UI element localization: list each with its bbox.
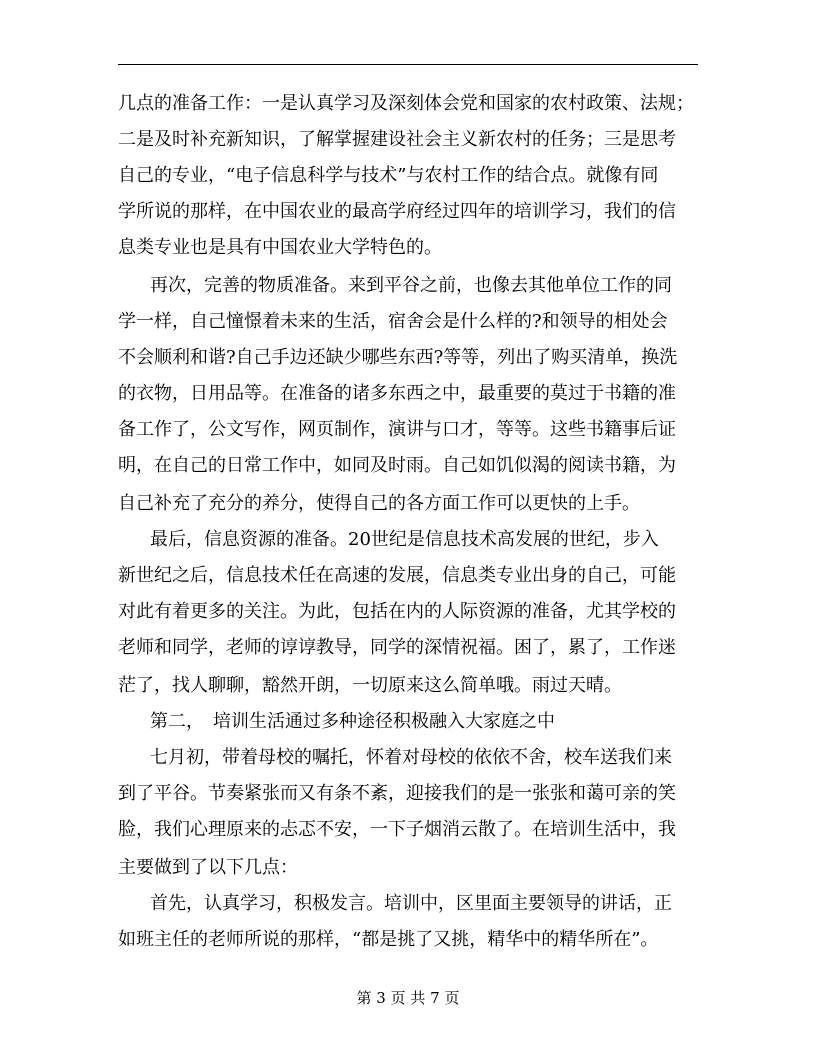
text-line: 如班主任的老师所说的那样，“都是挑了又挑，精华中的精华所在”。 xyxy=(118,929,659,950)
text-line: 自己的专业，“电子信息科学与技术”与农村工作的结合点。就像有同 xyxy=(118,165,659,186)
text-line: 备工作了，公文写作，网页制作，演讲与口才，等等。这些书籍事后证 xyxy=(118,419,676,440)
text-line: 二是及时补充新知识，了解掌握建设社会主义新农村的任务；三是思考 xyxy=(118,129,676,150)
paragraph-first-line: 首先，认真学习，积极发言。培训中，区里面主要领导的讲话，正 xyxy=(150,893,672,914)
text-line: 学一样，自己憧憬着未来的生活，宿舍会是什么样的?和领导的相处会 xyxy=(118,311,668,332)
text-line: 脸，我们心理原来的忐忑不安，一下子烟消云散了。在培训生活中，我 xyxy=(118,819,676,840)
text-line: 老师和同学，老师的谆谆教导，同学的深情祝福。困了，累了，工作迷 xyxy=(118,637,676,658)
text-line: 几点的准备工作：一是认真学习及深刻体会党和国家的农村政策、法规； xyxy=(118,93,694,114)
text-line: 的衣物，日用品等。在准备的诸多东西之中，最重要的莫过于书籍的准 xyxy=(118,383,676,404)
text-line: 息类专业也是具有中国农业大学特色的。 xyxy=(118,237,442,258)
text-line: 学所说的那样，在中国农业的最高学府经过四年的培训学习，我们的信 xyxy=(118,201,676,222)
text-line: 明，在自己的日常工作中，如同及时雨。自己如饥似渴的阅读书籍，为 xyxy=(118,455,676,476)
paragraph-first-line: 七月初，带着母校的嘱托，怀着对母校的依依不舍，校车送我们来 xyxy=(150,747,672,768)
page-number-footer: 第 3 页 共 7 页 xyxy=(356,989,460,1007)
paragraph-first-line: 最后，信息资源的准备。20世纪是信息技术高发展的世纪，步入 xyxy=(150,529,659,550)
text-line: 茫了，找人聊聊，豁然开朗，一切原来这么简单哦。雨过天晴。 xyxy=(118,675,622,696)
text-line: 自己补充了充分的养分，使得自己的各方面工作可以更快的上手。 xyxy=(118,493,640,514)
text-line: 不会顺利和谐?自己手边还缺少哪些东西?等等，列出了购买清单，换洗 xyxy=(118,347,678,368)
text-line: 对此有着更多的关注。为此，包括在内的人际资源的准备，尤其学校的 xyxy=(118,601,676,622)
paragraph-first-line: 再次，完善的物质准备。来到平谷之前，也像去其他单位工作的同 xyxy=(150,275,672,296)
text-line: 主要做到了以下几点： xyxy=(118,857,298,878)
section-heading: 第二， 培训生活通过多种途径积极融入大家庭之中 xyxy=(150,711,555,732)
text-line: 新世纪之后，信息技术任在高速的发展，信息类专业出身的自己，可能 xyxy=(118,565,676,586)
text-line: 到了平谷。节奏紧张而又有条不紊，迎接我们的是一张张和蔼可亲的笑 xyxy=(118,783,676,804)
header-rule xyxy=(118,64,698,65)
